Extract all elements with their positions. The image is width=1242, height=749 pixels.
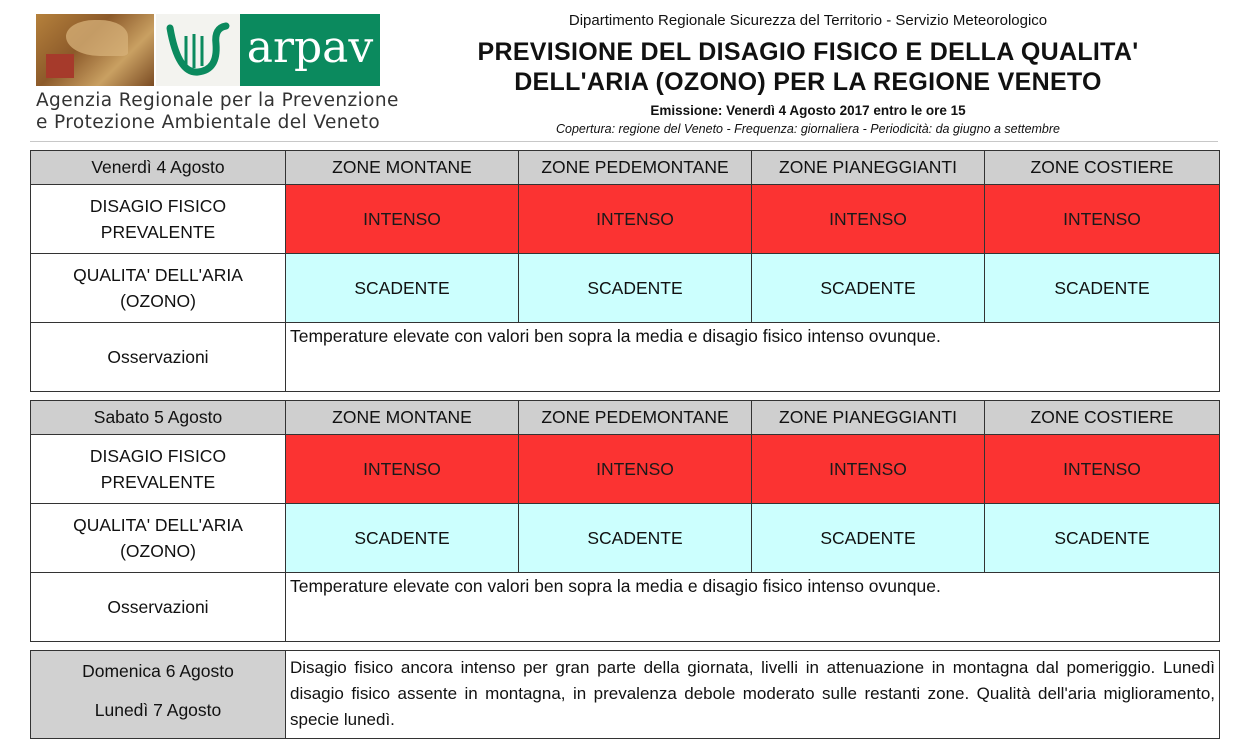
outlook-day2: Lunedì 7 Agosto	[94, 700, 222, 720]
disagio-value: INTENSO	[286, 185, 519, 254]
table-header-row	[31, 401, 1220, 435]
air-quality-value: SCADENTE	[286, 254, 519, 323]
zone-header-montane: ZONE MONTANE	[286, 401, 519, 435]
agency-name-line1: Agenzia Regionale per la Prevenzione	[36, 90, 399, 111]
winged-lion-icon	[36, 14, 154, 86]
observations-row	[31, 323, 1220, 392]
day-date: Venerdì 4 Agosto	[31, 151, 286, 185]
air-quality-value: SCADENTE	[985, 504, 1220, 573]
disagio-row	[31, 435, 1220, 504]
disagio-row-label: DISAGIO FISICO PREVALENTE	[31, 435, 286, 504]
outlook-text: Disagio fisico ancora intenso per gran parte della giornata, livelli in attenuazione in montagna dal pomeriggio. Lunedì disagio fisico assente in montagna, in prevalenza debole moderato sulle restanti zone. Qualità dell'aria miglioramento, specie lunedì.	[286, 651, 1220, 739]
disagio-value: INTENSO	[519, 435, 752, 504]
outlook-day1: Domenica 6 Agosto	[82, 661, 234, 681]
zone-header-pedemontane: ZONE PEDEMONTANE	[519, 151, 752, 185]
air-quality-row-label: QUALITA' DELL'ARIA (OZONO)	[31, 254, 286, 323]
department-title: Dipartimento Regionale Sicurezza del Territorio - Servizio Meteorologico	[568, 12, 1048, 29]
header-divider	[30, 141, 1218, 142]
page-title-line1: PREVISIONE DEL DISAGIO FISICO E DELLA QUALITA'	[477, 38, 1139, 66]
zone-header-montane: ZONE MONTANE	[286, 151, 519, 185]
logo-green-panel	[240, 14, 380, 86]
air-quality-value: SCADENTE	[519, 254, 752, 323]
coverage-info: Copertura: regione del Veneto - Frequenza: giornaliera - Periodicità: da giugno a settembre	[556, 122, 1060, 136]
disagio-value: INTENSO	[985, 185, 1220, 254]
disagio-value: INTENSO	[752, 185, 985, 254]
emission-info: Emissione: Venerdì 4 Agosto 2017 entro le ore 15	[650, 103, 966, 118]
air-quality-value: SCADENTE	[752, 254, 985, 323]
zone-header-pianeggianti: ZONE PIANEGGIANTI	[752, 151, 985, 185]
forecast-table-day1	[30, 150, 1220, 392]
air-quality-value: SCADENTE	[985, 254, 1220, 323]
zone-header-costiere: ZONE COSTIERE	[985, 151, 1220, 185]
zone-header-pedemontane: ZONE PEDEMONTANE	[519, 401, 752, 435]
table-header-row	[31, 151, 1220, 185]
logo-banner	[34, 10, 380, 86]
air-quality-value: SCADENTE	[519, 504, 752, 573]
zone-header-pianeggianti: ZONE PIANEGGIANTI	[752, 401, 985, 435]
air-quality-row	[31, 504, 1220, 573]
page-title-line2: DELL'ARIA (OZONO) PER LA REGIONE VENETO	[514, 68, 1102, 96]
observations-row	[31, 573, 1220, 642]
agency-name-line2: e Protezione Ambientale del Veneto	[36, 112, 381, 133]
forecast-table-day2	[30, 400, 1220, 642]
arpav-logo	[34, 8, 399, 136]
outlook-days	[31, 651, 286, 739]
disagio-row	[31, 185, 1220, 254]
day-date: Sabato 5 Agosto	[31, 401, 286, 435]
zone-header-costiere: ZONE COSTIERE	[985, 401, 1220, 435]
disagio-row-label: DISAGIO FISICO PREVALENTE	[31, 185, 286, 254]
air-quality-value: SCADENTE	[752, 504, 985, 573]
disagio-value: INTENSO	[286, 435, 519, 504]
outlook-row	[31, 651, 1220, 739]
observations-label: Osservazioni	[31, 573, 286, 642]
disagio-value: INTENSO	[519, 185, 752, 254]
air-quality-row	[31, 254, 1220, 323]
wave-emblem-icon	[156, 14, 240, 86]
disagio-value: INTENSO	[985, 435, 1220, 504]
air-quality-value: SCADENTE	[286, 504, 519, 573]
outlook-table	[30, 650, 1220, 739]
observation-text: Temperature elevate con valori ben sopra la media e disagio fisico intenso ovunque.	[286, 573, 1220, 642]
observation-text: Temperature elevate con valori ben sopra la media e disagio fisico intenso ovunque.	[286, 323, 1220, 392]
air-quality-row-label: QUALITA' DELL'ARIA (OZONO)	[31, 504, 286, 573]
observations-label: Osservazioni	[31, 323, 286, 392]
logo-wordmark: arpav	[246, 22, 374, 73]
disagio-value: INTENSO	[752, 435, 985, 504]
